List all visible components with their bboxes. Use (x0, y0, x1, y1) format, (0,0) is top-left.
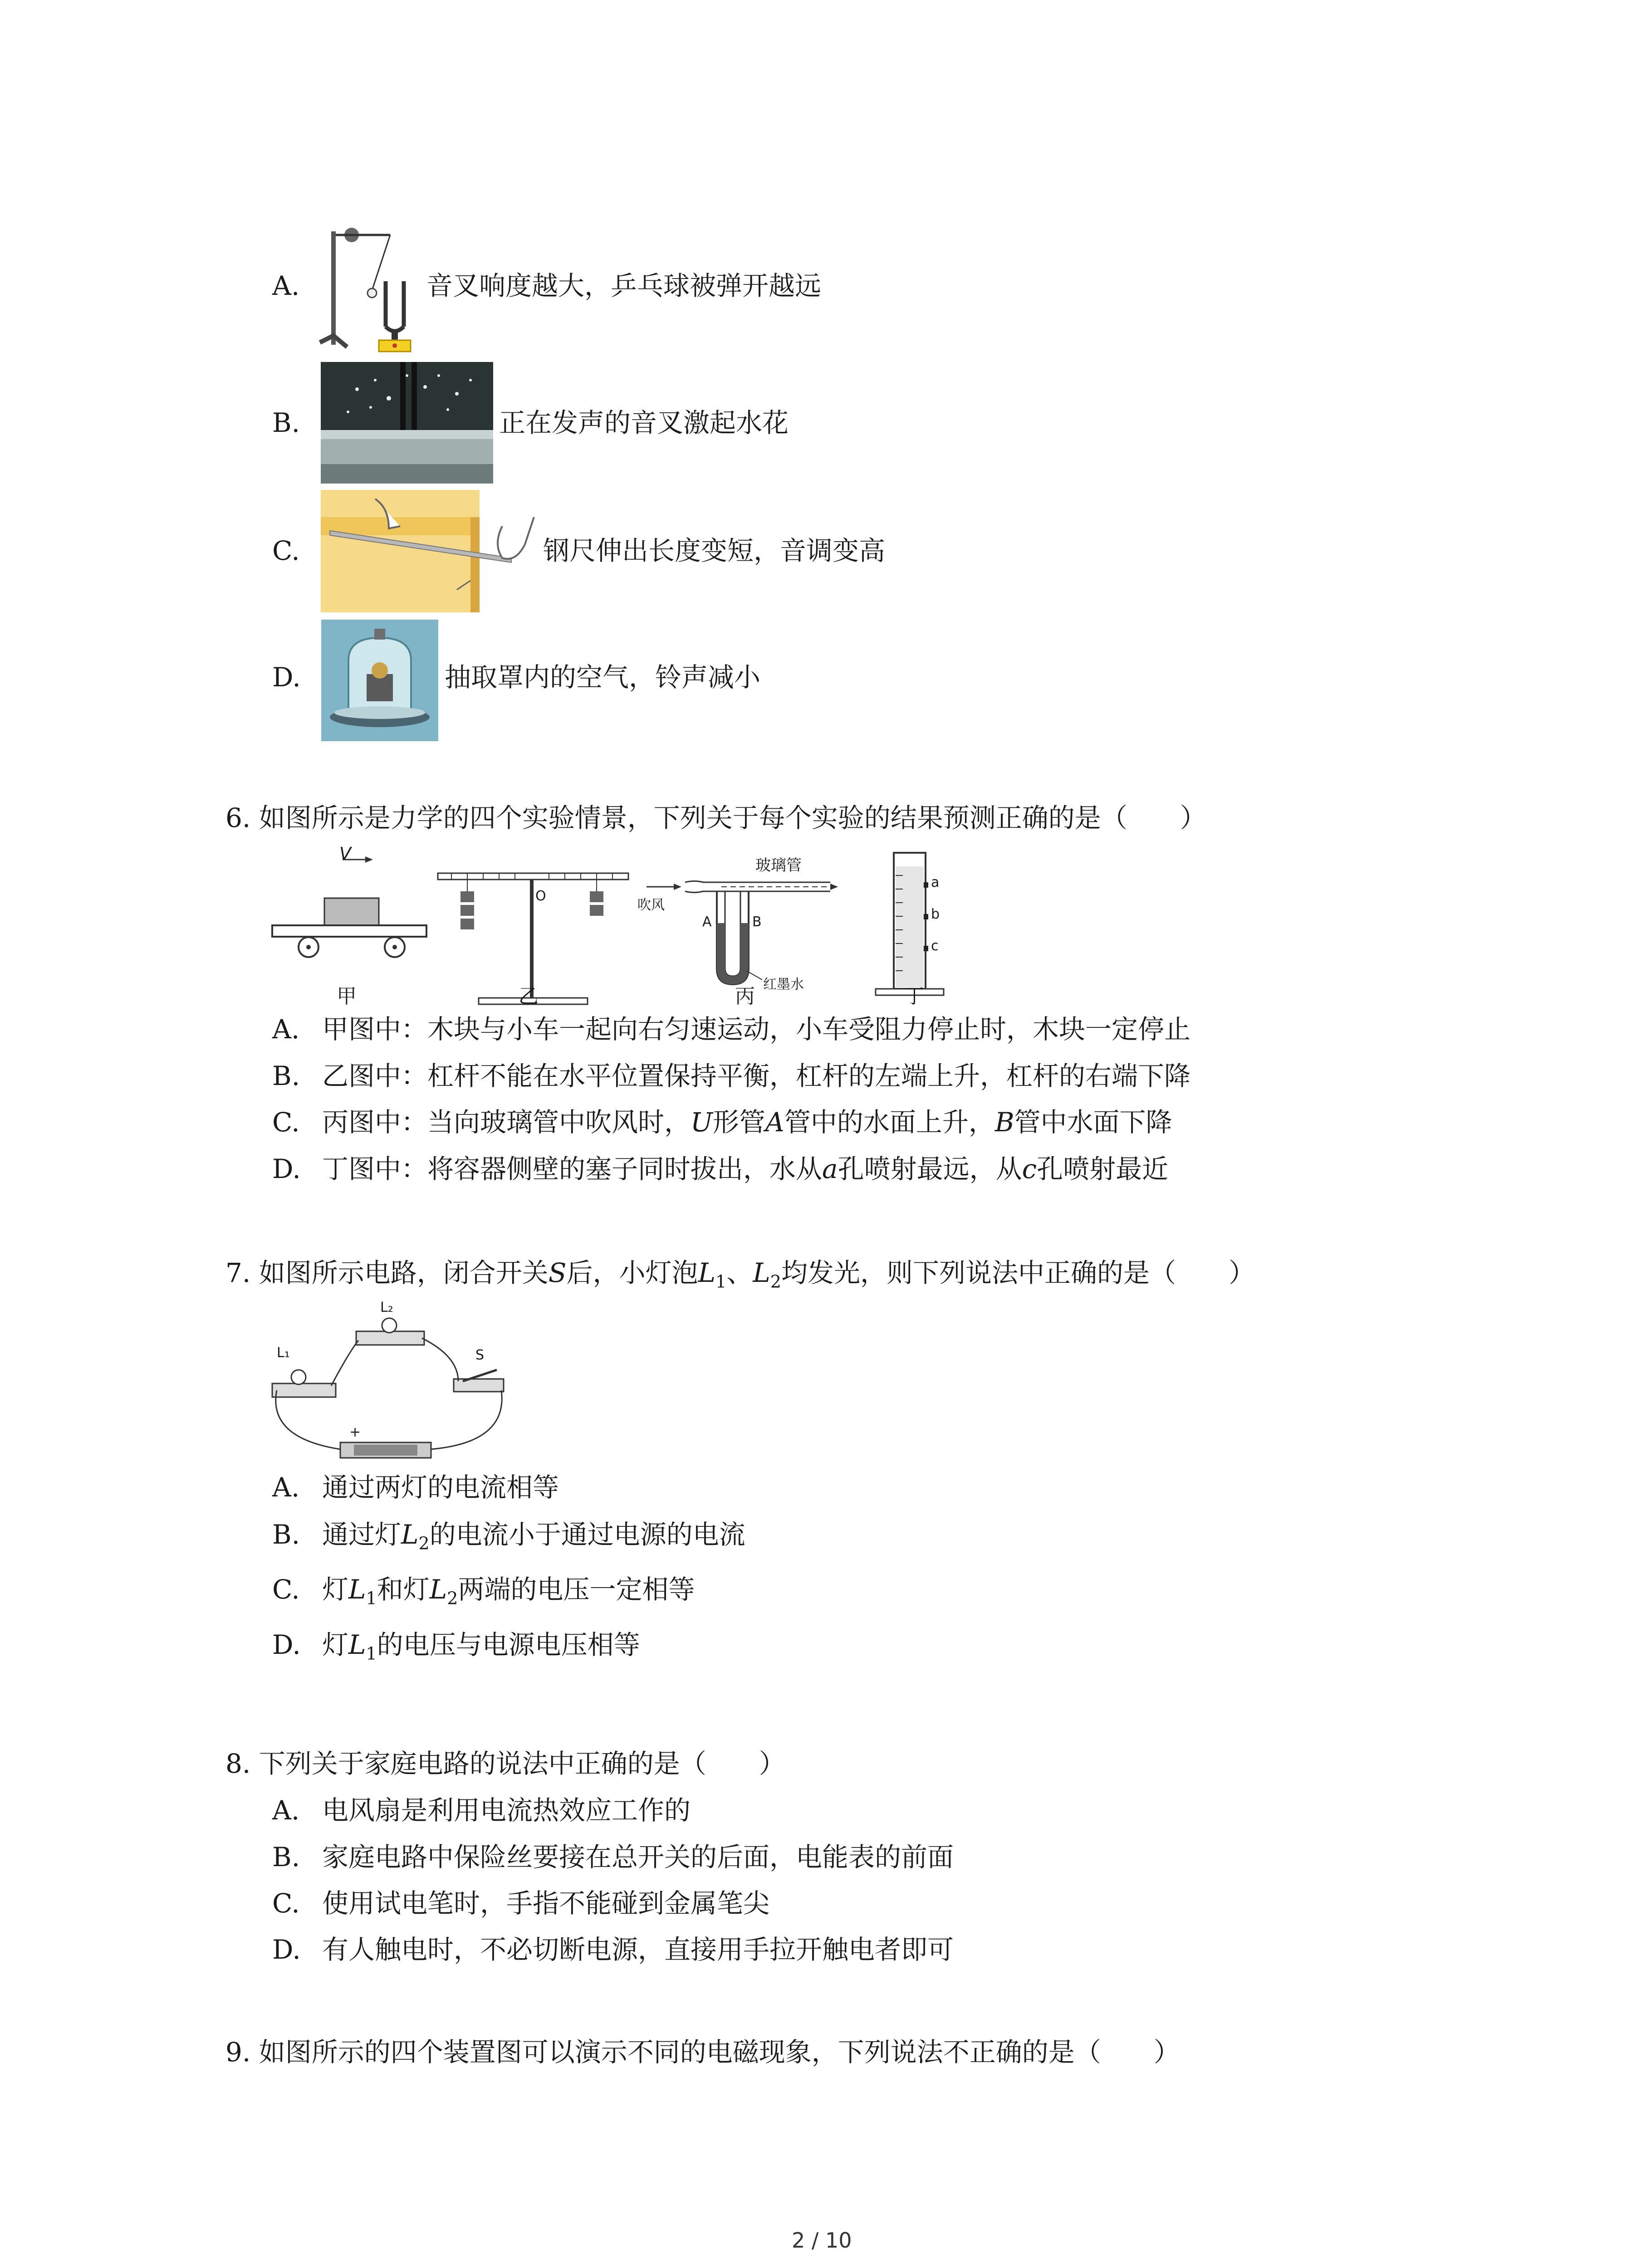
figure-caption-yi: 乙 (519, 985, 539, 1008)
bell-jar-image (321, 620, 438, 741)
lamp-l1-label: L₁ (277, 1345, 290, 1361)
option-text: 灯$L_1$和灯$L_2$两端的电压一定相等 (322, 1574, 695, 1608)
tube-b-label: B (752, 914, 762, 930)
q6-figure (268, 844, 948, 1012)
red-ink-label: 红墨水 (763, 977, 804, 992)
switch-s-label: S (475, 1347, 485, 1363)
option-letter: D. (272, 1934, 301, 1965)
option-text: 抽取罩内的空气，铃声减小 (445, 662, 761, 693)
option-letter: D. (272, 1154, 301, 1184)
option-letter: B. (272, 1519, 300, 1550)
option-text: 丙图中：当向玻璃管中吹风时，U形管A管中的水面上升，B管中水面下降 (322, 1107, 1172, 1138)
option-text: 灯$L_1$的电压与电源电压相等 (322, 1629, 640, 1664)
option-letter: C. (272, 1888, 300, 1919)
option-letter: B. (272, 1061, 300, 1091)
option-text: 正在发声的音叉激起水花 (499, 407, 789, 438)
glass-tube-label: 玻璃管 (755, 856, 802, 875)
figure-caption-bing: 丙 (735, 985, 755, 1008)
option-text: 使用试电笔时，手指不能碰到金属笔尖 (322, 1888, 770, 1919)
question-7-stem: 7. 如图所示电路，闭合开关S后，小灯泡$L_1$、$L_2$均发光，则下列说法中正确的是（ ） (225, 1257, 1255, 1292)
question-9-stem: 9. 如图所示的四个装置图可以演示不同的电磁现象，下列说法不正确的是（ ） (225, 2037, 1180, 2068)
hole-c-label: c (931, 938, 939, 954)
lamp-l2-label: L₂ (380, 1300, 393, 1315)
option-letter: C. (272, 1107, 300, 1138)
option-letter: C. (272, 1574, 300, 1605)
tube-a-label: A (702, 914, 712, 930)
option-text: 通过灯$L_2$的电流小于通过电源的电流 (322, 1519, 745, 1554)
question-6-stem: 6. 如图所示是力学的四个实验情景，下列关于每个实验的结果预测正确的是（ ） (225, 802, 1206, 833)
figure-caption-jia: 甲 (337, 985, 357, 1008)
wind-label: 吹风 (637, 897, 665, 913)
page-number: 2 / 10 (792, 2228, 852, 2253)
option-letter: D. (272, 662, 301, 693)
steel-ruler-table-image (321, 490, 539, 612)
option-letter: B. (272, 407, 300, 438)
fulcrum-label: O (535, 888, 546, 904)
hole-b-label: b (931, 906, 940, 922)
option-text: 家庭电路中保险丝要接在总开关的后面，电能表的前面 (322, 1842, 954, 1872)
option-text: 通过两灯的电流相等 (322, 1472, 559, 1503)
option-text: 甲图中：木块与小车一起向右匀速运动，小车受阻力停止时，木块一定停止 (322, 1014, 1191, 1045)
option-letter: A. (272, 1014, 300, 1045)
option-text: 电风扇是利用电流热效应工作的 (322, 1795, 691, 1826)
velocity-label: V (339, 844, 351, 864)
question-8-stem: 8. 下列关于家庭电路的说法中正确的是（ ） (225, 1748, 785, 1779)
figure-caption-ding: 丁 (904, 985, 924, 1008)
option-text: 乙图中：杠杆不能在水平位置保持平衡，杠杆的左端上升，杠杆的右端下降 (322, 1061, 1191, 1091)
hole-a-label: a (931, 875, 940, 890)
option-text: 钢尺伸出长度变短，音调变高 (543, 535, 886, 566)
option-text: 丁图中：将容器侧壁的塞子同时拔出，水从a孔喷射最远，从c孔喷射最近 (322, 1154, 1169, 1184)
option-letter: C. (272, 535, 300, 566)
tuning-fork-pingpong-image (318, 222, 431, 358)
battery-plus-label: + (349, 1424, 361, 1440)
option-letter: A. (272, 270, 300, 301)
tuning-fork-water-image (321, 362, 493, 484)
option-letter: A. (272, 1795, 300, 1826)
q7-circuit-figure (268, 1302, 522, 1474)
option-letter: D. (272, 1629, 301, 1660)
option-letter: A. (272, 1472, 300, 1503)
option-text: 有人触电时，不必切断电源，直接用手拉开触电者即可 (322, 1934, 954, 1965)
option-text: 音叉响度越大，乒乓球被弹开越远 (426, 270, 822, 301)
option-letter: B. (272, 1842, 300, 1872)
